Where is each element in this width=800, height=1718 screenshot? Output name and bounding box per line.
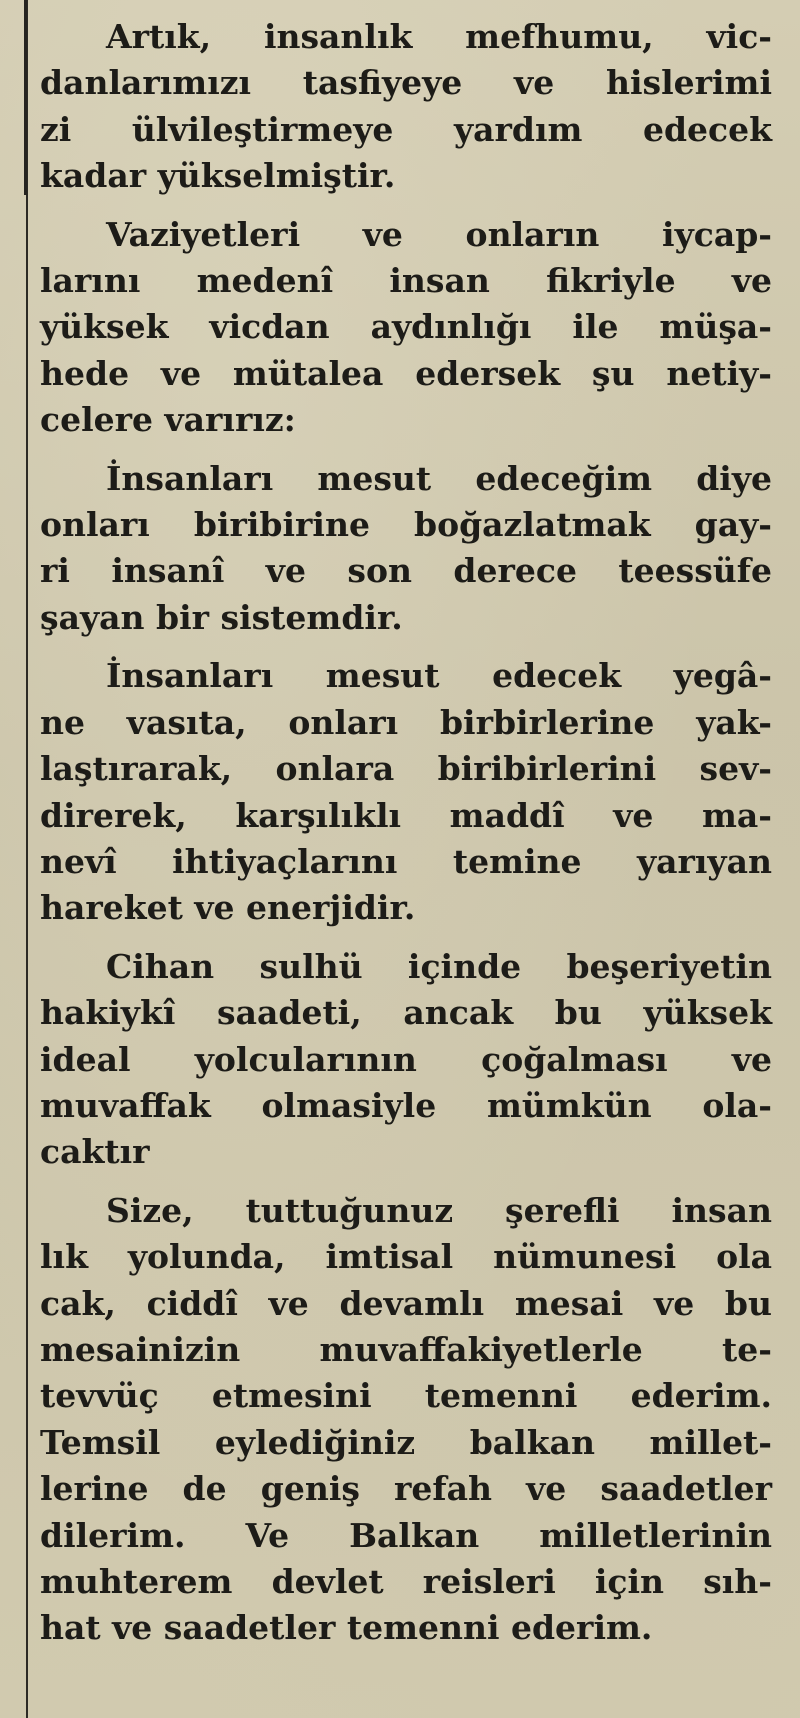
text-line: tevvüç etmesini temenni ederim. — [40, 1376, 772, 1416]
text-line: ne vasıta, onları birbirlerine yak- — [40, 702, 772, 742]
paragraph-6 — [40, 1188, 772, 1652]
paragraph-2 — [40, 212, 772, 444]
text-line: dilerim. Ve Balkan milletlerinin — [40, 1515, 772, 1555]
text-line: ri insanî ve son derece teessüfe — [40, 551, 772, 591]
text-line: hat ve saadetler temenni ederim. — [40, 1608, 653, 1648]
text-line: Cihan sulhü içinde beşeriyetin — [106, 946, 772, 986]
text-line: ideal yolcularının çoğalması ve — [40, 1039, 772, 1079]
text-line: hede ve mütalea edersek şu netiy- — [40, 353, 772, 393]
column-rule — [24, 0, 27, 195]
text-line: lerine de geniş refah ve saadetler — [40, 1469, 772, 1509]
text-line: hareket ve enerjidir. — [40, 888, 416, 928]
paragraph-4 — [40, 653, 772, 931]
text-line: yüksek vicdan aydınlığı ile müşa- — [40, 307, 772, 347]
text-line: İnsanları mesut edecek yegâ- — [106, 656, 772, 696]
text-line: Vaziyetleri ve onların iycap- — [106, 214, 772, 254]
text-line: kadar yükselmiştir. — [40, 156, 396, 196]
left-column-gutter — [0, 0, 28, 1718]
text-line: Artık, insanlık mefhumu, vic- — [106, 17, 772, 56]
text-line: nevî ihtiyaçlarını temine yarıyan — [40, 841, 772, 881]
text-line: onları biribirine boğazlatmak gay- — [40, 505, 772, 545]
text-line: İnsanları mesut edeceğim diye — [106, 458, 772, 498]
paragraph-5 — [40, 944, 772, 1176]
text-line: caktır — [40, 1132, 150, 1172]
text-line: mesainizin muvaffakiyetlerle te- — [40, 1329, 772, 1369]
text-line: muvaffak olmasiyle mümkün ola- — [40, 1085, 772, 1125]
text-line: şayan bir sistemdir. — [40, 597, 403, 637]
text-line: Size, tuttuğunuz şerefli insan — [106, 1190, 772, 1230]
text-line: direrek, karşılıklı maddî ve ma- — [40, 795, 772, 835]
text-line: laştırarak, onlara biribirlerini sev- — [40, 749, 772, 789]
text-line: celere varırız: — [40, 400, 296, 440]
text-line: muhterem devlet reisleri için sıh- — [40, 1562, 772, 1601]
text-line: larını medenî insan fikriyle ve — [40, 261, 772, 301]
text-line: cak, ciddî ve devamlı mesai ve bu — [40, 1283, 772, 1323]
text-line: hakiykî saadeti, ancak bu yüksek — [40, 993, 772, 1033]
paragraph-1 — [40, 14, 772, 200]
text-line: Temsil eylediğiniz balkan millet- — [40, 1422, 772, 1462]
text-line: danlarımızı tasfiyeye ve hislerimi — [40, 63, 772, 103]
paragraph-3 — [40, 456, 772, 642]
text-line: zi ülvileştirmeye yardım edecek — [40, 109, 772, 149]
text-line: lık yolunda, imtisal nümunesi ola — [40, 1237, 772, 1277]
article-column — [40, 14, 772, 1664]
